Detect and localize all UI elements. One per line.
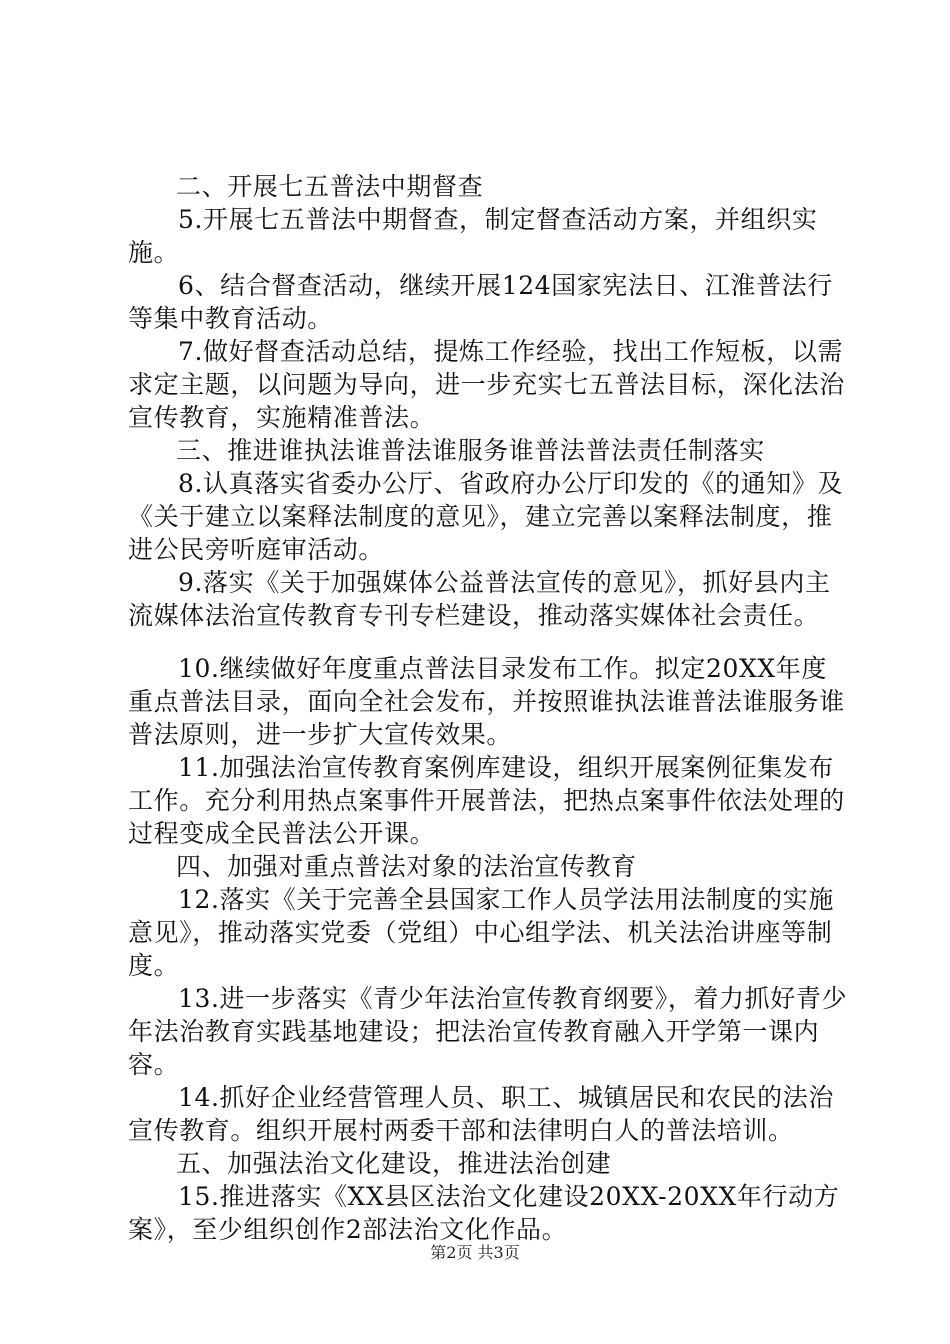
item-13: 13.进一步落实《青少年法治宣传教育纲要》，着力抓好青少年法治教育实践基地建设；把法治宣传教育融入开学第一课内容。	[128, 984, 848, 1079]
section-heading-5: 五、加强法治文化建设，推进法治创建	[176, 1149, 612, 1178]
section-heading-4: 四、加强对重点普法对象的法治宣传教育	[176, 852, 637, 881]
item-10: 10.继续做好年度重点普法目录发布工作。拟定20XX年度重点普法目录，面向全社会发布，并按照谁执法谁普法谁服务谁普法原则，进一步扩大宣传效果。	[128, 654, 845, 749]
item-9: 9.落实《关于加强媒体公益普法宣传的意见》，抓好县内主流媒体法治宣传教育专刊专栏建设，推动落实媒体社会责任。	[128, 568, 831, 630]
item-12: 12.落实《关于完善全县国家工作人员学法用法制度的实施意见》，推动落实党委（党组）中心组学法、机关法治讲座等制度。	[128, 885, 834, 980]
item-7: 7.做好督查活动总结，提炼工作经验，找出工作短板，以需求定主题，以问题为导向，进一步充实七五普法目标，深化法治宣传教育，实施精准普法。	[128, 337, 845, 432]
section-heading-3: 三、推进谁执法谁普法谁服务谁普法普法责任制落实	[176, 436, 765, 465]
document-body	[128, 170, 850, 1246]
section-heading-2: 二、开展七五普法中期督查	[176, 172, 484, 201]
item-5: 5.开展七五普法中期督查，制定督查活动方案，并组织实施。	[128, 205, 818, 267]
page-footer: 第2页 共3页	[430, 1243, 520, 1262]
item-11: 11.加强法治宣传教育案例库建设，组织开展案例征集发布工作。充分利用热点案事件开展普法，把热点案事件依法处理的过程变成全民普法公开课。	[128, 753, 845, 848]
paragraph-gap	[128, 632, 850, 652]
item-8: 8.认真落实省委办公厅、省政府办公厅印发的《的通知》及《关于建立以案释法制度的意见》，建立完善以案释法制度，推进公民旁听庭审活动。	[128, 469, 844, 564]
item-6: 6、结合督查活动，继续开展124国家宪法日、江淮普法行等集中教育活动。	[128, 271, 833, 333]
item-14: 14.抓好企业经营管理人员、职工、城镇居民和农民的法治宣传教育。组织开展村两委干部和法律明白人的普法培训。	[128, 1083, 834, 1145]
item-15: 15.推进落实《XX县区法治文化建设20XX-20XX年行动方案》，至少组织创作2部法治文化作品。	[128, 1182, 840, 1244]
